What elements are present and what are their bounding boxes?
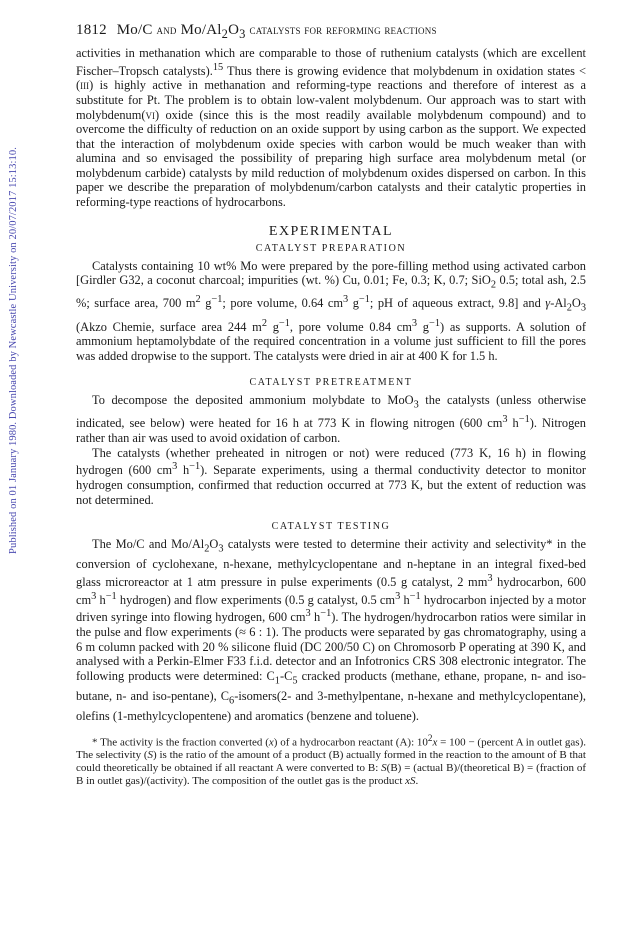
journal-page xyxy=(76,22,586,788)
download-watermark xyxy=(6,130,20,570)
pretreatment-paragraph-1: To decompose the deposited ammonium molybdate to MoO$_3$ the catalysts (unless otherwise indicated, see below) were heated for 16 h at 773 K in flowing nitrogen (600 $cm^3$ $h^{-1}$). Nitrogen rather than air was used to avoid oxidation of carbon. xyxy=(76,393,586,446)
section-title-experimental: EXPERIMENTAL xyxy=(268,223,394,239)
subsection-title-testing: CATALYST TESTING xyxy=(271,521,391,533)
running-title: Mo/C and $Mo/Al_2O_3$ catalysts for reforming reactions xyxy=(116,22,437,41)
footnote-text: * The activity is the fraction converted (x) of a hydrocarbon reactant (A): $10^2x = 100$ − (percent A in outlet gas). The selectivity (S) is the ratio of the amount of a product (B) actually formed in the reaction to the amount of B that could theoretically be obtained if all reactant A were converted to B: S(B) = (actual B)/(theoretical B) = (fraction of B in outlet gas)/(activity). The composition of the outlet gas is the product xS. xyxy=(76,732,587,787)
footnote xyxy=(76,732,586,788)
running-header xyxy=(76,22,586,42)
intro-paragraph: activities in methanation which are comparable to those of ruthenium catalysts (which are excellent Fischer–Tropsch catalysts).$^{15}$ Thus there is growing evidence that molybdenum in oxidation states < (iii) is highly active in methanation and reforming-type reactions and therefore of interest as a substitute for Pt. The problem is to obtain low-valent molybdenum. Our approach was to start with molybdenum(vi) oxide (since this is the most readily available molybdenum compound) and to overcome the difficulty of reduction on an oxide support by using carbon as the support. We expected that the interaction of molybdenum oxide species with carbon would be much weaker than with alumina and so envisaged the possibility of preparing high surface area molybdenum metal (or molybdenum carbide) catalysts by mild reduction of molybdenum oxides dispersed on carbon. In this paper we describe the preparation of molybdenum/carbon catalysts and their catalytic properties in reforming-type reactions of hydrocarbons. xyxy=(76,46,586,210)
preparation-paragraph: Catalysts containing 10 wt% Mo were prepared by the pore-filling method using activated carbon [Girdler G32, a coconut charcoal; impurities (wt. %) Cu, 0.01; Fe, 0.3; K, 0.7; SiO$_2$ 0.5; total ash, 2.5 %; surface area, 700 $m^2$ $g^{-1}$; pore volume, 0.64 $cm^3$ $g^{-1}$; pH of aqueous extract, 9.8] and $\gamma-Al_2O_3$ (Akzo Chemie, surface area 244 $m^2$ $g^{-1}$, pore volume 0.84 $cm^3$ $g^{-1}$) as supports. A solution of ammonium heptamolybdate of the required concentration in a volume just sufficient to fill the pores was added dropwise to the support. The catalysts were dried in air at 400 K for 1.5 h. xyxy=(76,258,587,363)
download-watermark-text: Published on 01 January 1980. Downloaded by Newcastle University on 20/07/2017 15:13:10. xyxy=(7,146,19,554)
subsection-title-preparation: CATALYST PREPARATION xyxy=(255,242,407,254)
testing-paragraph: The Mo/C and $Mo/Al_2O_3$ catalysts were tested to determine their activity and selectivity* in the conversion of cyclohexane, n-hexane, methylcyclopentane and n-heptane in an integral fixed-bed glass microreactor at 1 atm pressure in pulse experiments (0.5 g catalyst, 2 $mm^3$ hydrocarbon, 600 $cm^3$ $h^{-1}$ hydrogen) and flow experiments (0.5 g catalyst, 0.5 $cm^3$ $h^{-1}$ hydrocarbon injected by a motor driven syringe into flowing hydrogen, 600 $cm^3$ $h^{-1}$). The hydrogen/hydrocarbon ratios were similar in the pulse and flow experiments (≈ 6 : 1). The products were separated by gas chromatography, using a 6 m column packed with 20 % silicone fluid (DC 200/50 C) on Chromosorb P operating at 390 K, and analysed with a Perkin-Elmer F33 f.i.d. detector and an Infotronics CRS 308 electronic integrator. The following products were determined: $C_1-C_5$ cracked products (methane, ethane, propane, n- and iso-butane, n- and iso-pentane), $C_6-isomers(2-$ and 3-methylpentane, n-hexane and methylcyclopentane), olefins (1-methylcyclopentene) and aromatics (benzene and toluene). xyxy=(76,537,587,723)
page-number: 1812 xyxy=(76,22,107,38)
subsection-title-pretreatment: CATALYST PRETREATMENT xyxy=(249,377,413,389)
pretreatment-paragraph-2: The catalysts (whether preheated in nitrogen or not) were reduced (773 K, 16 h) in flowing hydrogen (600 $cm^3$ $h^{-1}$). Separate experiments, using a thermal conductivity detector to monitor hydrogen consumption, confirmed that reduction occurred at 773 K, but the extent of reduction was not determined. xyxy=(76,445,586,507)
